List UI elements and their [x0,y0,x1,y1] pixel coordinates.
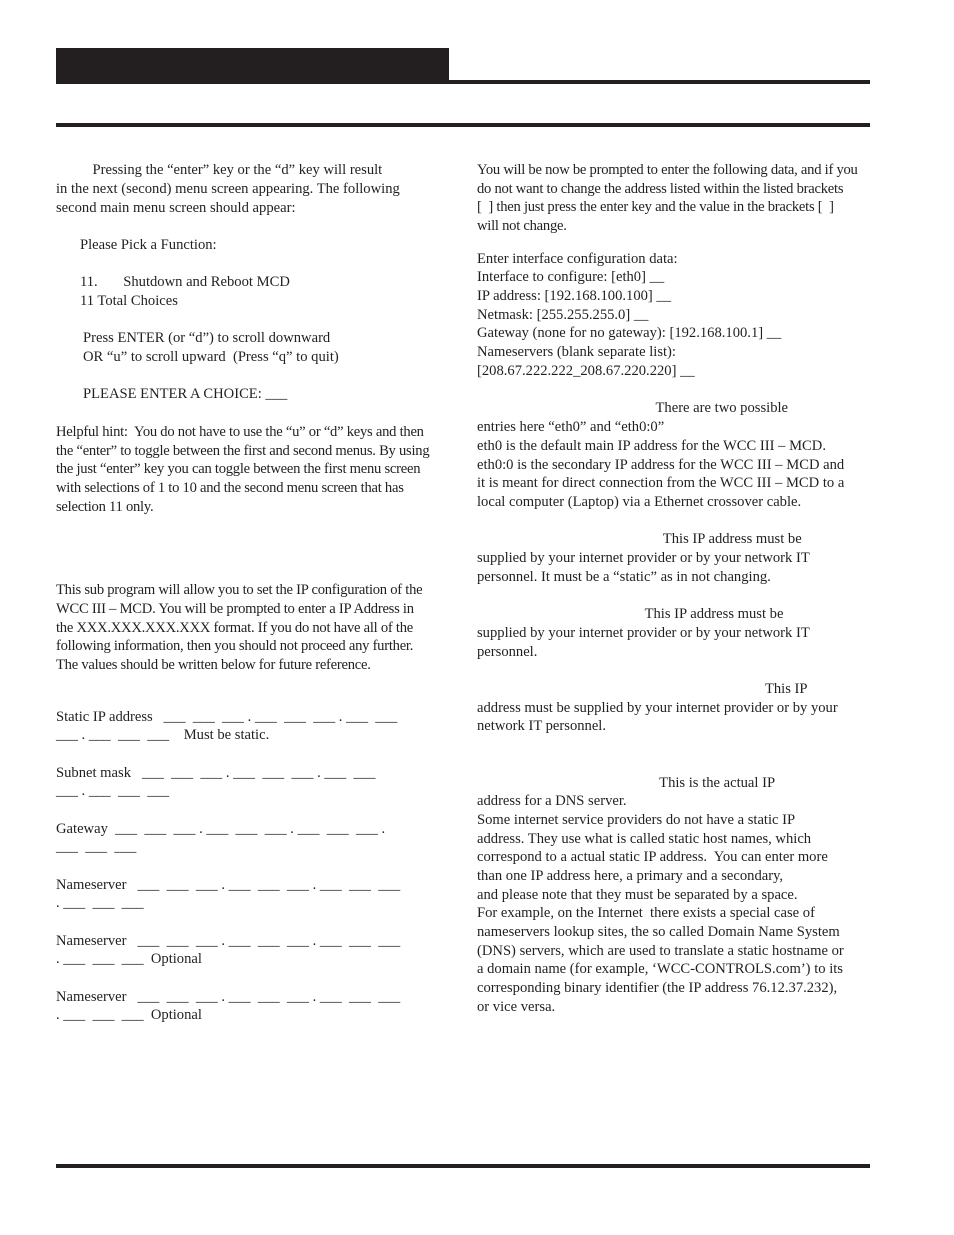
prompt-line: You will be now be prompted to enter the following data, and if you [477,162,858,178]
ip-desc-line: supplied by your internet provider or by your network IT [477,550,810,566]
netmask-desc-line: personnel. [477,644,538,660]
interface-desc-line: eth0 is the default main IP address for the WCC III – MCD. [477,438,826,454]
ip-desc-line: personnel. It must be a “static” as in not changing. [477,569,771,585]
dns-desc-line: a domain name (for example, ‘WCC-CONTROLS.com’) to its [477,961,843,977]
static-ip-field-cont: ___ . ___ ___ ___ Must be static. [56,727,270,743]
dns-desc-line: than one IP address here, a primary and a secondary, [477,868,784,884]
netmask-desc-line: supplied by your internet provider or by your network IT [477,625,810,641]
subprogram-line: The values should be written below for future reference. [56,657,371,673]
menu-pick-text: Please Pick a Function: [80,237,217,253]
dns-desc-line: For example, on the Internet there exists a special case of [477,905,815,921]
config-line: Enter interface configuration data: [477,251,678,267]
header-black-tab [56,48,449,82]
menu-scroll-line: OR “u” to scroll upward (Press “q” to quit) [83,349,339,365]
dns-desc-line: This is the actual IP [477,775,776,791]
interface-desc-line: entries here “eth0” and “eth0:0” [477,419,665,435]
hint-line: the “enter” to toggle between the first and second menus. By using [56,443,430,459]
menu-scroll-line: Press ENTER (or “d”) to scroll downward [83,330,331,346]
nameserver-optional-field-cont: . ___ ___ ___ Optional [56,951,202,967]
interface-desc-line: eth0:0 is the secondary IP address for the WCC III – MCD and [477,457,845,473]
dns-desc-line: and please note that they must be separated by a space. [477,887,798,903]
menu-choice-prompt: PLEASE ENTER A CHOICE: ___ [83,386,288,402]
menu-item-shutdown: 11. Shutdown and Reboot MCD [80,274,290,290]
dns-desc-line: Some internet service providers do not have a static IP [477,812,796,828]
dns-desc-line: or vice versa. [477,999,556,1015]
hint-line: with selections of 1 to 10 and the second menu screen that has [56,480,404,496]
prompt-line: [ ] then just press the enter key and the value in the brackets [ ] [477,199,834,215]
subprogram-line: This sub program will allow you to set the IP configuration of the [56,582,423,598]
intro-line: Pressing the “enter” key or the “d” key will result [56,162,383,178]
gateway-desc-line: network IT personnel. [477,718,607,734]
subprogram-line: the XXX.XXX.XXX.XXX format. If you do not have all of the [56,620,413,636]
nameserver-optional-field-cont: . ___ ___ ___ Optional [56,1007,202,1023]
config-line: Nameservers (blank separate list): [477,344,676,360]
menu-total: 11 Total Choices [80,293,178,309]
interface-desc-line: local computer (Laptop) via a Ethernet crossover cable. [477,494,802,510]
header-second-rule [56,123,870,127]
netmask-desc-line: This IP address must be [477,606,784,622]
prompt-line: will not change. [477,218,567,234]
nameserver-field: Nameserver ___ ___ ___ . ___ ___ ___ . ___ ___ ___ [56,877,401,893]
config-line: IP address: [192.168.100.100] __ [477,288,672,304]
config-line: Gateway (none for no gateway): [192.168.100.1] __ [477,325,782,341]
nameserver-optional-field: Nameserver ___ ___ ___ . ___ ___ ___ . ___ ___ ___ [56,989,401,1005]
dns-desc-line: correspond to a actual static IP address. You can enter more [477,849,828,865]
config-line: Netmask: [255.255.255.0] __ [477,307,649,323]
subprogram-line: WCC III – MCD. You will be prompted to enter a IP Address in [56,601,414,617]
intro-line: in the next (second) menu screen appearing. The following [56,181,400,197]
config-line: Interface to configure: [eth0] __ [477,269,665,285]
dns-desc-line: address. They use what is called static host names, which [477,831,812,847]
subnet-mask-field-cont: ___ . ___ ___ ___ [56,783,170,799]
subprogram-line: following information, then you should not proceed any further. [56,638,414,654]
header-rule [56,80,870,84]
nameserver-field-cont: . ___ ___ ___ [56,895,144,911]
ip-desc-line: This IP address must be [477,531,802,547]
interface-desc-line: it is meant for direct connection from the WCC III – MCD to a [477,475,845,491]
gateway-desc-line: This IP [477,681,808,697]
nameserver-optional-field: Nameserver ___ ___ ___ . ___ ___ ___ . ___ ___ ___ [56,933,401,949]
config-line: [208.67.222.222_208.67.220.220] __ [477,363,695,379]
dns-desc-line: nameservers lookup sites, the so called Domain Name System [477,924,840,940]
hint-line: the just “enter” key you can toggle between the first menu screen [56,461,421,477]
intro-line: second main menu screen should appear: [56,200,296,216]
dns-desc-line: corresponding binary identifier (the IP address 76.12.37.232), [477,980,838,996]
dns-desc-line: (DNS) servers, which are used to translate a static hostname or [477,943,844,959]
interface-desc-line: There are two possible [477,400,789,416]
gateway-desc-line: address must be supplied by your internet provider or by your [477,700,838,716]
gateway-field: Gateway ___ ___ ___ . ___ ___ ___ . ___ ___ ___ . [56,821,386,837]
hint-line: Helpful hint: You do not have to use the “u” or “d” keys and then [56,424,424,440]
hint-line: selection 11 only. [56,499,154,515]
subnet-mask-field: Subnet mask ___ ___ ___ . ___ ___ ___ . ___ ___ [56,765,376,781]
dns-desc-line: address for a DNS server. [477,793,627,809]
footer-rule [56,1164,870,1168]
gateway-field-cont: ___ ___ ___ [56,839,137,855]
static-ip-field: Static IP address ___ ___ ___ . ___ ___ ___ . ___ ___ [56,709,398,725]
prompt-line: do not want to change the address listed within the listed brackets [477,181,844,197]
